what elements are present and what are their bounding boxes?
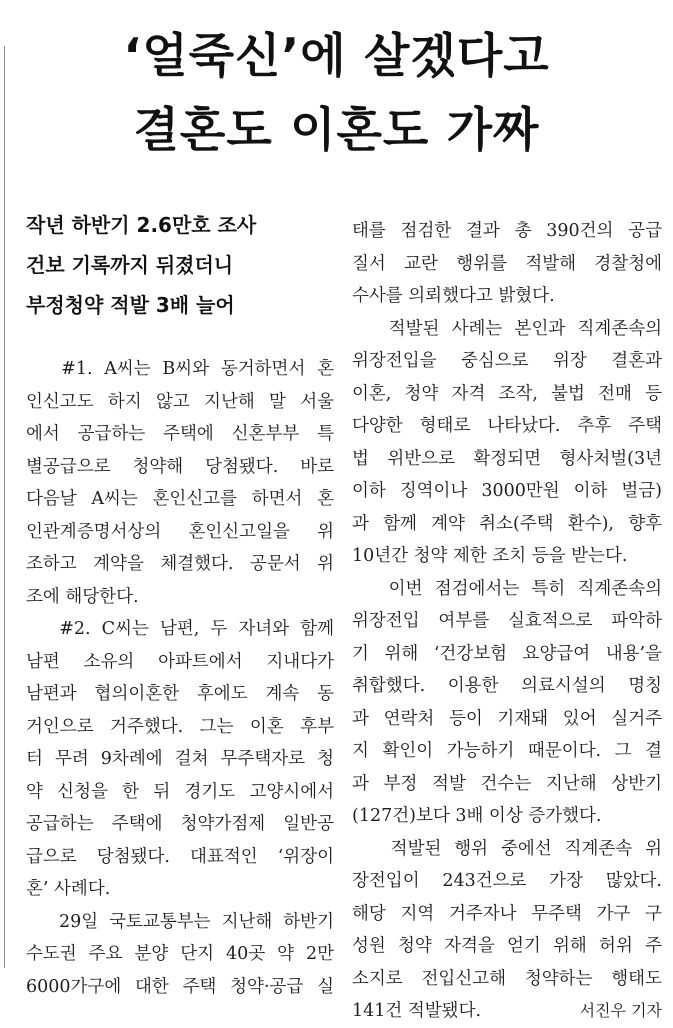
article-column-left — [26, 205, 334, 1003]
body-line: 위장전입 여부를 실효적으로 파악하 — [352, 611, 662, 631]
body-line: 인신고도 하지 않고 지난해 말 서울 — [26, 391, 334, 412]
body-line: 적발된 사례는 본인과 직계존속의 — [352, 318, 662, 339]
body-line: 취합했다. 이용한 의료시설의 명칭 — [352, 676, 662, 696]
subheadline — [26, 205, 334, 325]
body-line: 공급하는 주택에 청약가점제 일반공 — [26, 814, 334, 834]
body-line: 29일 국토교통부는 지난해 하반기 — [26, 911, 334, 932]
body-line: 6000가구에 대한 주택 청약·공급 실 — [26, 976, 334, 997]
body-line: 별공급으로 청약해 당첨됐다. 바로 — [26, 456, 334, 477]
body-line: 남편 소유의 아파트에서 지내다가 — [26, 651, 334, 672]
body-line: 급으로 당첨됐다. 대표적인 ‘위장이 — [26, 846, 334, 867]
body-line: 남편과 협의이혼한 후에도 계속 동 — [26, 684, 334, 704]
byline: 서진우 기자 — [579, 1001, 662, 1020]
closing-line — [352, 995, 662, 1028]
body-line: 성원 청약 자격을 얻기 위해 허위 주 — [352, 936, 662, 956]
subheadline-line-1: 작년 하반기 2.6만호 조사 — [26, 213, 257, 237]
final-sentence: 141건 적발됐다. — [352, 1001, 482, 1021]
body-line: #2. C씨는 남편, 두 자녀와 함께 — [26, 619, 334, 639]
subheadline-line-3: 부정청약 적발 3배 늘어 — [26, 293, 235, 317]
subheadline-line-2: 건보 기록까지 뒤졌더니 — [26, 253, 234, 277]
body-line: 적발된 행위 중에선 직계존속 위 — [352, 838, 662, 859]
article-body-left — [26, 353, 334, 1003]
body-line: 과 연락처 등이 기재돼 있어 실거주 — [352, 708, 662, 729]
body-line: 소지로 전입신고해 청약하는 행태도 — [352, 968, 662, 989]
body-line: 약 신청을 한 뒤 경기도 고양시에서 — [26, 781, 334, 802]
body-line: 거인으로 거주했다. 그는 이혼 후부 — [26, 716, 334, 737]
body-line: 조하고 계약을 체결했다. 공문서 위 — [26, 554, 334, 574]
body-line: 해당 지역 거주자나 무주택 가구 구 — [352, 903, 662, 924]
body-line: 법 위반으로 확정되면 형사처벌(3년 — [352, 448, 662, 469]
body-line: 이번 점검에서는 특히 직계존속의 — [352, 578, 662, 599]
column-rule — [4, 46, 5, 968]
body-line: #1. A씨는 B씨와 동거하면서 혼 — [26, 359, 334, 379]
body-line: 이하 징역이나 3000만원 이하 벌금) — [352, 481, 662, 501]
body-line: 태를 점검한 결과 총 390건의 공급 — [352, 221, 662, 241]
body-line: 장전입이 243건으로 가장 많았다. — [352, 871, 662, 891]
body-line: 수사를 의뢰했다고 밝혔다. — [352, 286, 555, 306]
body-line: 다음날 A씨는 혼인신고를 하면서 혼 — [26, 489, 334, 509]
body-line: 기 위해 ‘건강보험 요양급여 내용’을 — [352, 643, 662, 664]
body-line: 질서 교란 행위를 적발해 경찰청에 — [352, 253, 662, 274]
body-line: 에서 공급하는 주택에 신혼부부 특 — [26, 424, 334, 444]
body-line: 이혼, 청약 자격 조작, 불법 전매 등 — [352, 383, 662, 404]
body-line: 수도권 주요 분양 단지 40곳 약 2만 — [26, 944, 334, 964]
article-body-right — [352, 215, 662, 995]
headline-line-1: ‘얼죽신’에 살겠다고 — [123, 29, 550, 84]
body-line: 조에 해당한다. — [26, 586, 139, 607]
body-line: 다양한 형태로 나타났다. 추후 주택 — [352, 416, 662, 436]
body-line: 지 확인이 가능하기 때문이다. 그 결 — [352, 741, 662, 761]
body-line: 10년간 청약 제한 조치 등을 받는다. — [352, 546, 628, 566]
article-column-right — [352, 215, 662, 1028]
headline — [0, 20, 673, 168]
body-line: 과 함께 계약 취소(주택 환수), 향후 — [352, 513, 662, 534]
body-line: (127건)보다 3배 이상 증가했다. — [352, 806, 602, 826]
headline-line-2: 결혼도 이혼도 가짜 — [133, 103, 540, 158]
body-line: 과 부정 적발 건수는 지난해 상반기 — [352, 773, 662, 794]
body-line: 인관계증명서상의 혼인신고일을 위 — [26, 521, 334, 542]
body-line: 혼’ 사례다. — [26, 879, 111, 899]
body-line: 위장전입을 중심으로 위장 결혼과 — [352, 351, 662, 371]
body-line: 터 무려 9차례에 걸쳐 무주택자로 청 — [26, 749, 334, 769]
